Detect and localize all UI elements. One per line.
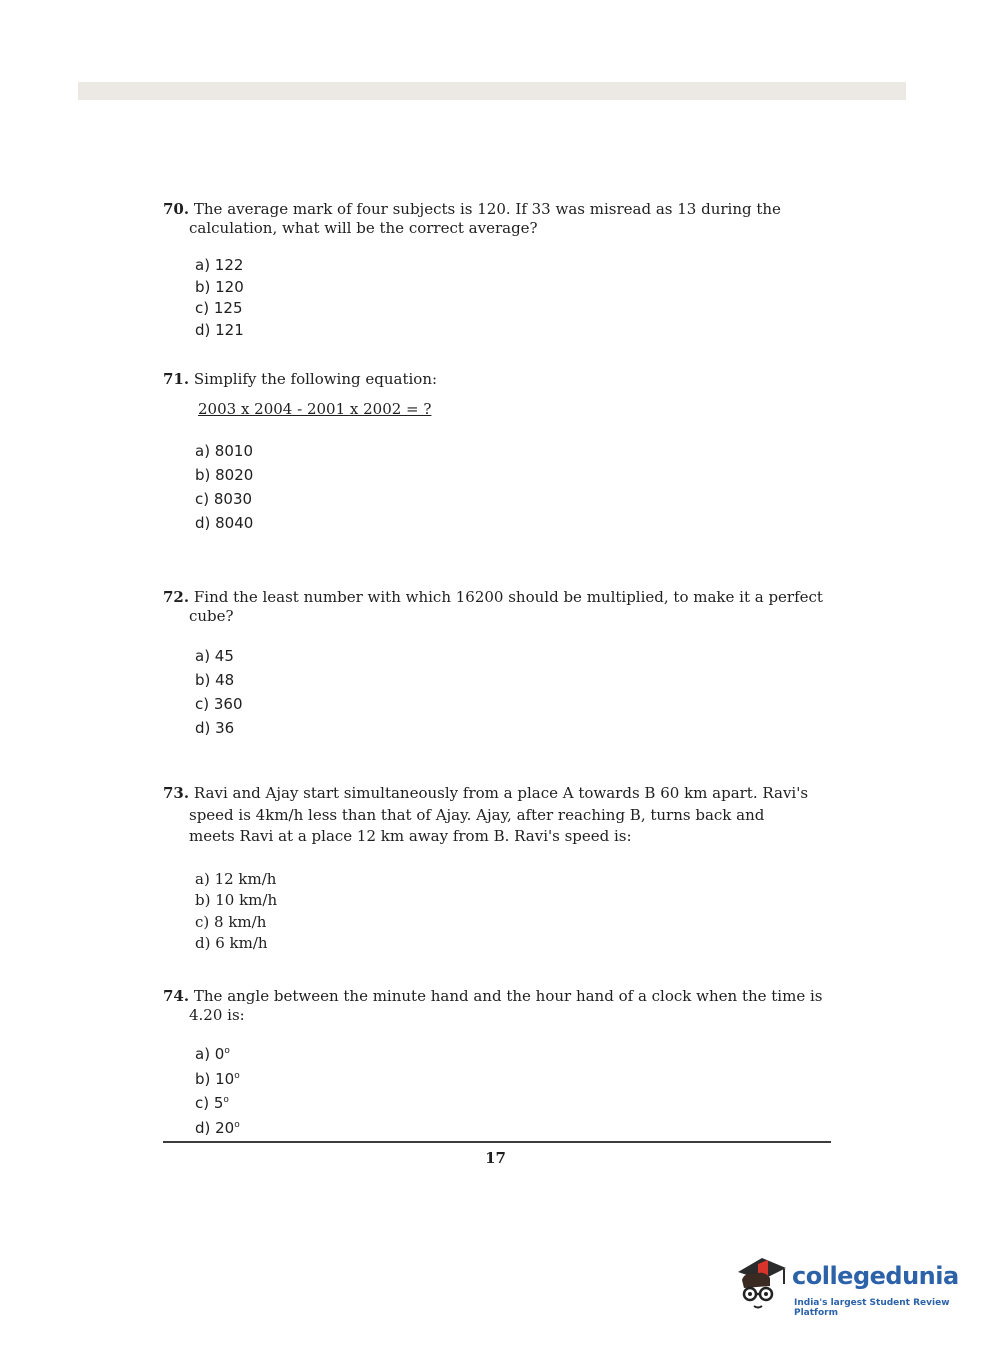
question-73: [163, 783, 838, 955]
question-70: [163, 200, 838, 341]
options-list: [195, 439, 838, 535]
option-a: a) 45: [195, 647, 234, 665]
page-divider: [163, 1141, 831, 1143]
option-b: b) 48: [195, 671, 235, 689]
question-number: 72.: [163, 588, 190, 606]
option-d: d) 36: [195, 719, 235, 737]
question-number: 74.: [163, 987, 190, 1005]
question-72: [163, 588, 838, 740]
option-a: a) 0$^o$: [195, 1045, 230, 1063]
scan-top-band: [78, 82, 906, 100]
option-d: d) 8040: [195, 514, 254, 532]
question-text-continued: meets Ravi at a place 12 km away from B. Ravi's speed is:: [189, 827, 632, 845]
logo-tagline: India's largest Student Review Platform: [794, 1298, 950, 1318]
option-c: c) 360: [195, 695, 243, 713]
question-74: [163, 987, 838, 1139]
option-d: d) 20$^o$: [195, 1118, 240, 1137]
option-b: b) 10$^o$: [195, 1069, 240, 1088]
option-a: a) 122: [195, 256, 244, 274]
degree-symbol: o: [224, 1046, 230, 1056]
option-c: c) 125: [195, 299, 243, 317]
option-b: b) 120: [195, 277, 244, 296]
options-list: [195, 869, 838, 955]
question-number: 70.: [163, 200, 190, 218]
logo-name: collegedunia: [792, 1262, 959, 1290]
options-list: [195, 255, 838, 341]
question-text: 74. The angle between the minute hand and the hour hand of a clock when the time is: [163, 987, 823, 1005]
degree-symbol: o: [234, 1119, 240, 1130]
question-text-continued: cube?: [189, 607, 234, 625]
option-c: c) 8 km/h: [195, 912, 267, 931]
option-d: d) 121: [195, 320, 244, 339]
options-list: [195, 644, 838, 740]
option-b: b) 8020: [195, 466, 254, 484]
option-b: b) 10 km/h: [195, 891, 278, 909]
option-a: a) 12 km/h: [195, 869, 277, 888]
options-list: [195, 1041, 838, 1139]
option-d: d) 6 km/h: [195, 934, 268, 952]
collegedunia-logo[interactable]: [734, 1250, 964, 1320]
mascot-icon: [734, 1250, 792, 1310]
degree-symbol: o: [234, 1070, 240, 1081]
question-text: 72. Find the least number with which 16200 should be multiplied, to make it a perfect: [163, 588, 823, 606]
question-text-continued: speed is 4km/h less than that of Ajay. Ajay, after reaching B, turns back and: [189, 805, 765, 824]
equation: 2003 x 2004 - 2001 x 2002 = ?: [198, 400, 432, 418]
option-c: c) 8030: [195, 490, 253, 508]
question-text: 71. Simplify the following equation:: [163, 370, 438, 388]
question-text-continued: calculation, what will be the correct average?: [189, 219, 538, 237]
question-71: [163, 370, 838, 535]
degree-symbol: o: [223, 1095, 229, 1105]
question-text: 70. The average mark of four subjects is 120. If 33 was misread as 13 during the: [163, 200, 781, 218]
page-number: 17: [485, 1149, 506, 1167]
option-a: a) 8010: [195, 442, 253, 460]
question-number: 71.: [163, 370, 190, 388]
question-number: 73.: [163, 784, 190, 802]
question-text: 73. Ravi and Ajay start simultaneously from a place A towards B 60 km apart. Ravi's: [163, 784, 809, 802]
question-text-continued: 4.20 is:: [189, 1006, 245, 1024]
option-c: c) 5$^o$: [195, 1094, 229, 1112]
